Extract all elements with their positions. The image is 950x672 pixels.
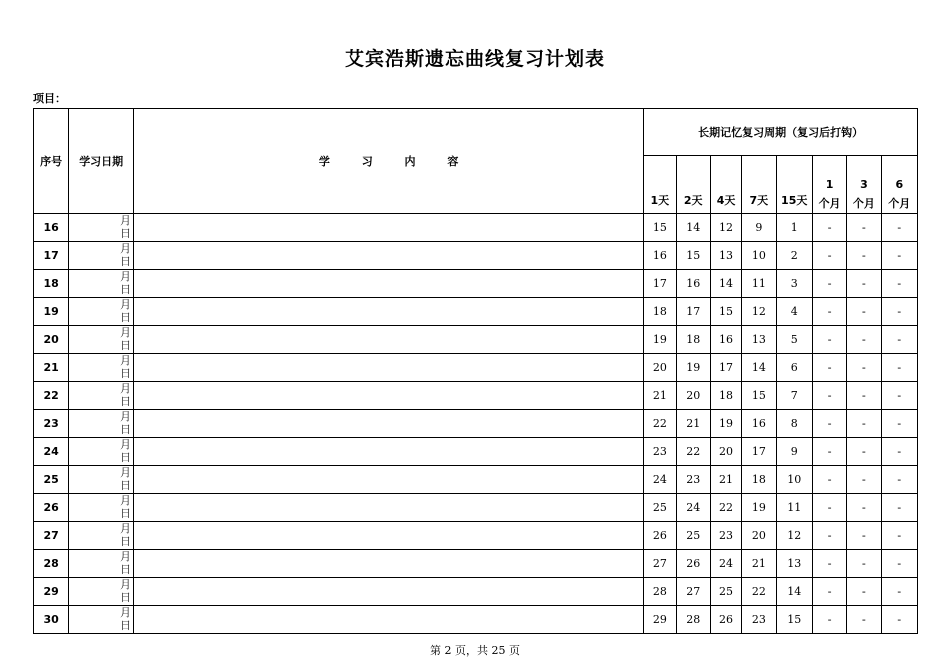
review-day-cell[interactable]: - bbox=[847, 494, 881, 522]
review-day-cell[interactable]: 28 bbox=[676, 606, 710, 634]
period-unit: 个月 bbox=[888, 197, 911, 210]
review-day-cell[interactable]: - bbox=[881, 466, 917, 494]
review-day-cell[interactable]: - bbox=[812, 606, 846, 634]
row-content-cell[interactable] bbox=[134, 354, 644, 382]
row-content-cell[interactable] bbox=[134, 214, 644, 242]
review-day-cell[interactable]: 13 bbox=[710, 242, 741, 270]
review-day-cell[interactable]: 1 bbox=[776, 214, 812, 242]
review-day-cell[interactable]: 17 bbox=[676, 298, 710, 326]
header-period-1: 1天 bbox=[644, 156, 676, 214]
table-row bbox=[34, 326, 918, 354]
header-date: 学习日期 bbox=[69, 109, 134, 214]
row-date-cell[interactable] bbox=[69, 354, 134, 382]
review-day-cell[interactable]: - bbox=[812, 466, 846, 494]
review-day-cell[interactable]: - bbox=[812, 298, 846, 326]
date-day-label: 日 bbox=[120, 451, 132, 464]
review-schedule-table bbox=[33, 108, 918, 634]
header-content: 学 习 内 容 bbox=[134, 109, 644, 214]
row-date-cell[interactable] bbox=[69, 438, 134, 466]
date-day-label: 日 bbox=[120, 423, 132, 436]
review-day-cell[interactable]: 20 bbox=[676, 382, 710, 410]
date-day-label: 日 bbox=[120, 591, 132, 604]
review-day-cell[interactable]: 18 bbox=[676, 326, 710, 354]
row-seq: 27 bbox=[34, 522, 69, 550]
date-month-label: 月 bbox=[120, 494, 132, 507]
review-day-cell[interactable]: 8 bbox=[776, 410, 812, 438]
row-seq: 17 bbox=[34, 242, 69, 270]
review-day-cell[interactable]: 15 bbox=[676, 242, 710, 270]
period-number: 6 bbox=[895, 178, 904, 191]
review-day-cell[interactable]: 19 bbox=[742, 494, 776, 522]
review-day-cell[interactable]: - bbox=[847, 242, 881, 270]
date-day-label: 日 bbox=[120, 507, 132, 520]
review-day-cell[interactable]: - bbox=[812, 270, 846, 298]
review-day-cell[interactable]: 18 bbox=[742, 466, 776, 494]
row-seq: 25 bbox=[34, 466, 69, 494]
review-day-cell[interactable]: 21 bbox=[742, 550, 776, 578]
review-day-cell[interactable]: 16 bbox=[742, 410, 776, 438]
date-day-label: 日 bbox=[120, 339, 132, 352]
date-day-label: 日 bbox=[120, 563, 132, 576]
table-row bbox=[34, 242, 918, 270]
table-row bbox=[34, 270, 918, 298]
review-day-cell[interactable]: 19 bbox=[644, 326, 676, 354]
date-day-label: 日 bbox=[120, 367, 132, 380]
date-month-label: 月 bbox=[120, 298, 132, 311]
review-day-cell[interactable]: - bbox=[847, 298, 881, 326]
row-content-cell[interactable] bbox=[134, 242, 644, 270]
row-seq: 19 bbox=[34, 298, 69, 326]
review-day-cell[interactable]: - bbox=[812, 354, 846, 382]
table-row bbox=[34, 466, 918, 494]
review-day-cell[interactable]: - bbox=[812, 438, 846, 466]
row-content-cell[interactable] bbox=[134, 382, 644, 410]
review-day-cell[interactable]: 4 bbox=[776, 298, 812, 326]
review-day-cell[interactable]: - bbox=[881, 410, 917, 438]
review-day-cell[interactable]: - bbox=[881, 242, 917, 270]
review-day-cell[interactable]: - bbox=[847, 578, 881, 606]
review-day-cell[interactable]: 20 bbox=[742, 522, 776, 550]
review-day-cell[interactable]: 6 bbox=[776, 354, 812, 382]
row-date-cell[interactable] bbox=[69, 606, 134, 634]
date-day-label: 日 bbox=[120, 283, 132, 296]
header-period-5: 15天 bbox=[776, 156, 812, 214]
review-day-cell[interactable]: 14 bbox=[710, 270, 741, 298]
review-day-cell[interactable]: - bbox=[812, 410, 846, 438]
page-footer: 第 2 页，共 25 页 bbox=[430, 644, 520, 657]
review-day-cell[interactable]: - bbox=[847, 382, 881, 410]
row-date-cell[interactable] bbox=[69, 298, 134, 326]
review-day-cell[interactable]: - bbox=[812, 214, 846, 242]
review-day-cell[interactable]: 13 bbox=[776, 550, 812, 578]
review-day-cell[interactable]: 12 bbox=[742, 298, 776, 326]
review-day-cell[interactable]: 22 bbox=[710, 494, 741, 522]
review-day-cell[interactable]: 15 bbox=[742, 382, 776, 410]
review-day-cell[interactable]: 11 bbox=[776, 494, 812, 522]
review-day-cell[interactable]: - bbox=[881, 382, 917, 410]
review-day-cell[interactable]: - bbox=[812, 326, 846, 354]
period-unit: 个月 bbox=[818, 197, 841, 210]
row-date-cell[interactable] bbox=[69, 214, 134, 242]
review-day-cell[interactable]: 15 bbox=[644, 214, 676, 242]
review-day-cell[interactable]: 25 bbox=[676, 522, 710, 550]
row-date-cell[interactable] bbox=[69, 242, 134, 270]
review-day-cell[interactable]: 11 bbox=[742, 270, 776, 298]
row-date-cell[interactable] bbox=[69, 578, 134, 606]
row-content-cell[interactable] bbox=[134, 326, 644, 354]
review-day-cell[interactable]: - bbox=[847, 410, 881, 438]
row-seq: 16 bbox=[34, 214, 69, 242]
row-seq: 28 bbox=[34, 550, 69, 578]
review-day-cell[interactable]: - bbox=[881, 298, 917, 326]
review-day-cell[interactable]: 27 bbox=[676, 578, 710, 606]
date-month-label: 月 bbox=[120, 382, 132, 395]
header-period-4: 7天 bbox=[742, 156, 776, 214]
review-day-cell[interactable]: 14 bbox=[776, 578, 812, 606]
row-date-cell[interactable] bbox=[69, 550, 134, 578]
review-day-cell[interactable]: 20 bbox=[710, 438, 741, 466]
review-day-cell[interactable]: 17 bbox=[710, 354, 741, 382]
review-day-cell[interactable]: - bbox=[812, 578, 846, 606]
date-month-label: 月 bbox=[120, 410, 132, 423]
review-day-cell[interactable]: 22 bbox=[742, 578, 776, 606]
review-day-cell[interactable]: 23 bbox=[710, 522, 741, 550]
review-day-cell[interactable]: 14 bbox=[676, 214, 710, 242]
table-row bbox=[34, 606, 918, 634]
review-day-cell[interactable]: 29 bbox=[644, 606, 676, 634]
review-day-cell[interactable]: - bbox=[847, 438, 881, 466]
review-day-cell[interactable]: 26 bbox=[710, 606, 741, 634]
review-day-cell[interactable]: 14 bbox=[742, 354, 776, 382]
review-day-cell[interactable]: 17 bbox=[742, 438, 776, 466]
review-day-cell[interactable]: 24 bbox=[644, 466, 676, 494]
row-date-cell[interactable] bbox=[69, 326, 134, 354]
review-day-cell[interactable]: 24 bbox=[710, 550, 741, 578]
row-content-cell[interactable] bbox=[134, 578, 644, 606]
row-date-cell[interactable] bbox=[69, 494, 134, 522]
period-number: 1 bbox=[825, 178, 834, 191]
review-day-cell[interactable]: 9 bbox=[742, 214, 776, 242]
row-date-cell[interactable] bbox=[69, 270, 134, 298]
review-day-cell[interactable]: 19 bbox=[676, 354, 710, 382]
row-content-cell[interactable] bbox=[134, 466, 644, 494]
date-month-label: 月 bbox=[120, 606, 132, 619]
header-period-8 bbox=[881, 156, 917, 214]
review-day-cell[interactable]: 22 bbox=[644, 410, 676, 438]
review-day-cell[interactable]: 16 bbox=[676, 270, 710, 298]
row-content-cell[interactable] bbox=[134, 494, 644, 522]
row-seq: 23 bbox=[34, 410, 69, 438]
date-day-label: 日 bbox=[120, 619, 132, 632]
review-day-cell[interactable]: 17 bbox=[644, 270, 676, 298]
review-day-cell[interactable]: 3 bbox=[776, 270, 812, 298]
row-content-cell[interactable] bbox=[134, 522, 644, 550]
project-label: 项目： bbox=[33, 92, 66, 105]
row-date-cell[interactable] bbox=[69, 382, 134, 410]
review-day-cell[interactable]: 19 bbox=[710, 410, 741, 438]
table-row bbox=[34, 214, 918, 242]
period-number: 3 bbox=[860, 178, 868, 191]
review-day-cell[interactable]: 10 bbox=[776, 466, 812, 494]
review-day-cell[interactable]: 5 bbox=[776, 326, 812, 354]
review-day-cell[interactable]: 2 bbox=[776, 242, 812, 270]
row-content-cell[interactable] bbox=[134, 270, 644, 298]
period-unit: 个月 bbox=[852, 197, 875, 210]
review-day-cell[interactable]: 15 bbox=[710, 298, 741, 326]
review-day-cell[interactable]: - bbox=[881, 578, 917, 606]
date-month-label: 月 bbox=[120, 354, 132, 367]
row-content-cell[interactable] bbox=[134, 550, 644, 578]
review-day-cell[interactable]: 15 bbox=[776, 606, 812, 634]
row-seq: 30 bbox=[34, 606, 69, 634]
review-day-cell[interactable]: 13 bbox=[742, 326, 776, 354]
row-date-cell[interactable] bbox=[69, 410, 134, 438]
review-day-cell[interactable]: - bbox=[812, 550, 846, 578]
row-content-cell[interactable] bbox=[134, 606, 644, 634]
review-day-cell[interactable]: - bbox=[881, 550, 917, 578]
row-seq: 18 bbox=[34, 270, 69, 298]
review-day-cell[interactable]: 10 bbox=[742, 242, 776, 270]
header-long-term: 长期记忆复习周期（复习后打钩） bbox=[644, 109, 918, 156]
date-month-label: 月 bbox=[120, 438, 132, 451]
row-content-cell[interactable] bbox=[134, 298, 644, 326]
table-row bbox=[34, 522, 918, 550]
review-day-cell[interactable]: 25 bbox=[710, 578, 741, 606]
review-day-cell[interactable]: 26 bbox=[676, 550, 710, 578]
review-day-cell[interactable]: - bbox=[881, 494, 917, 522]
review-day-cell[interactable]: - bbox=[881, 354, 917, 382]
review-day-cell[interactable]: 23 bbox=[676, 466, 710, 494]
review-day-cell[interactable]: 18 bbox=[710, 382, 741, 410]
review-day-cell[interactable]: 25 bbox=[644, 494, 676, 522]
review-day-cell[interactable]: - bbox=[881, 270, 917, 298]
header-period-3: 4天 bbox=[710, 156, 741, 214]
table-row bbox=[34, 578, 918, 606]
review-day-cell[interactable]: 7 bbox=[776, 382, 812, 410]
row-date-cell[interactable] bbox=[69, 522, 134, 550]
row-seq: 22 bbox=[34, 382, 69, 410]
review-day-cell[interactable]: 20 bbox=[644, 354, 676, 382]
review-day-cell[interactable]: 23 bbox=[742, 606, 776, 634]
review-day-cell[interactable]: 16 bbox=[644, 242, 676, 270]
date-month-label: 月 bbox=[120, 550, 132, 563]
table-row bbox=[34, 382, 918, 410]
review-day-cell[interactable]: 9 bbox=[776, 438, 812, 466]
date-month-label: 月 bbox=[120, 466, 132, 479]
review-day-cell[interactable]: 12 bbox=[710, 214, 741, 242]
date-day-label: 日 bbox=[120, 535, 132, 548]
date-day-label: 日 bbox=[120, 311, 132, 324]
review-day-cell[interactable]: - bbox=[847, 354, 881, 382]
date-day-label: 日 bbox=[120, 479, 132, 492]
header-period-6 bbox=[812, 156, 846, 214]
table-row bbox=[34, 550, 918, 578]
review-day-cell[interactable]: - bbox=[812, 382, 846, 410]
review-day-cell[interactable]: - bbox=[847, 522, 881, 550]
review-day-cell[interactable]: - bbox=[881, 438, 917, 466]
review-day-cell[interactable]: 16 bbox=[710, 326, 741, 354]
table-row bbox=[34, 298, 918, 326]
row-seq: 29 bbox=[34, 578, 69, 606]
table-row bbox=[34, 410, 918, 438]
review-day-cell[interactable]: 27 bbox=[644, 550, 676, 578]
review-day-cell[interactable]: 28 bbox=[644, 578, 676, 606]
row-date-cell[interactable] bbox=[69, 466, 134, 494]
review-day-cell[interactable]: 26 bbox=[644, 522, 676, 550]
date-day-label: 日 bbox=[120, 227, 132, 240]
table-row bbox=[34, 494, 918, 522]
review-day-cell[interactable]: - bbox=[881, 522, 917, 550]
row-content-cell[interactable] bbox=[134, 410, 644, 438]
row-seq: 20 bbox=[34, 326, 69, 354]
review-day-cell[interactable]: - bbox=[847, 550, 881, 578]
page-title: 艾宾浩斯遗忘曲线复习计划表 bbox=[344, 48, 605, 70]
review-day-cell[interactable]: - bbox=[881, 606, 917, 634]
review-day-cell[interactable]: - bbox=[847, 466, 881, 494]
review-day-cell[interactable]: - bbox=[812, 242, 846, 270]
review-day-cell[interactable]: - bbox=[847, 326, 881, 354]
review-day-cell[interactable]: 24 bbox=[676, 494, 710, 522]
date-month-label: 月 bbox=[120, 214, 132, 227]
date-month-label: 月 bbox=[120, 326, 132, 339]
date-day-label: 日 bbox=[120, 255, 132, 268]
review-day-cell[interactable]: - bbox=[881, 326, 917, 354]
header-period-7 bbox=[847, 156, 881, 214]
review-day-cell[interactable]: - bbox=[812, 494, 846, 522]
review-day-cell[interactable]: - bbox=[812, 522, 846, 550]
review-day-cell[interactable]: 23 bbox=[644, 438, 676, 466]
date-day-label: 日 bbox=[120, 395, 132, 408]
review-day-cell[interactable]: 21 bbox=[644, 382, 676, 410]
review-day-cell[interactable]: - bbox=[847, 270, 881, 298]
review-day-cell[interactable]: - bbox=[847, 214, 881, 242]
review-day-cell[interactable]: 12 bbox=[776, 522, 812, 550]
date-month-label: 月 bbox=[120, 578, 132, 591]
header-period-2: 2天 bbox=[676, 156, 710, 214]
review-day-cell[interactable]: 22 bbox=[676, 438, 710, 466]
row-seq: 21 bbox=[34, 354, 69, 382]
review-day-cell[interactable]: 18 bbox=[644, 298, 676, 326]
date-month-label: 月 bbox=[120, 242, 132, 255]
row-content-cell[interactable] bbox=[134, 438, 644, 466]
table-row bbox=[34, 438, 918, 466]
date-month-label: 月 bbox=[120, 522, 132, 535]
review-day-cell[interactable]: - bbox=[847, 606, 881, 634]
row-seq: 24 bbox=[34, 438, 69, 466]
table-row bbox=[34, 354, 918, 382]
row-seq: 26 bbox=[34, 494, 69, 522]
header-seq: 序号 bbox=[34, 109, 69, 214]
review-day-cell[interactable]: - bbox=[881, 214, 917, 242]
date-month-label: 月 bbox=[120, 270, 132, 283]
review-day-cell[interactable]: 21 bbox=[676, 410, 710, 438]
review-day-cell[interactable]: 21 bbox=[710, 466, 741, 494]
